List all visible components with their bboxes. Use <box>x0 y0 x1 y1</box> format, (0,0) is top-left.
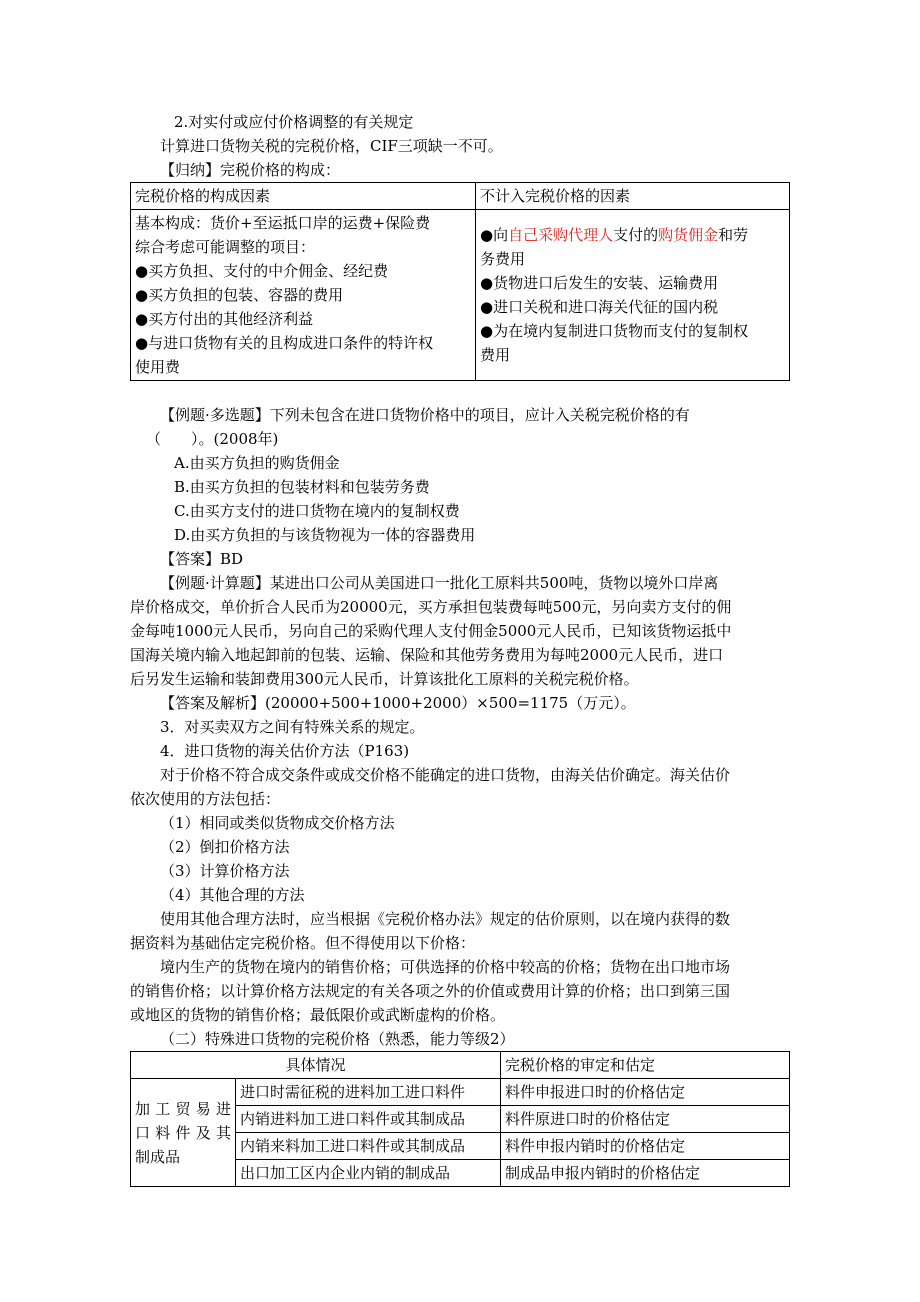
example1-option: D.由买方负担的与该货物视为一体的容器费用 <box>174 526 476 544</box>
section-2-title: 2.对实付或应付价格调整的有关规定 <box>174 113 414 131</box>
special-goods-title: （二）特殊进口货物的完税价格（熟悉，能力等级2） <box>160 1030 515 1048</box>
highlight-purchase-commission: 购货佣金 <box>658 226 719 244</box>
price-composition-table <box>130 182 790 381</box>
special-goods-table <box>130 1051 790 1187</box>
composition-bullet: ● 与进口货物有关的且构成进口条件的特许权 <box>135 331 471 355</box>
method-item: （4）其他合理的方法 <box>160 886 305 904</box>
section-3-title: 3．对买卖双方之间有特殊关系的规定。 <box>160 718 425 736</box>
method-item: （1）相同或类似货物成交价格方法 <box>160 814 395 832</box>
excluded-factors-cell <box>476 210 790 381</box>
group-label-cell <box>131 1079 236 1187</box>
example1-question-cont: （ ）。(2008年) <box>146 430 279 448</box>
group-label-line: 制成品 <box>135 1147 181 1166</box>
composition-bullet: ● 买方负担、支付的中介佣金、经纪费 <box>135 259 471 283</box>
section-2-note: 计算进口货物关税的完税价格，CIF三项缺一不可。 <box>160 137 503 155</box>
section-4-intro-cont: 依次使用的方法包括： <box>130 790 281 808</box>
forbidden-prices-text: 或地区的货物的销售价格；最低限价或武断虚构的价格。 <box>130 1006 506 1024</box>
excluded-bullet: ● 向自己采购代理人支付的购货佣金和劳 <box>480 223 785 247</box>
case-cell: 进口时需征税的进料加工进口料件 <box>236 1079 501 1106</box>
section-4-intro: 对于价格不符合成交条件或成交价格不能确定的进口货物，由海关估价确定。海关估价 <box>160 766 731 784</box>
example2-line: 岸价格成交，单价折合人民币为20000元，买方承担包装费每吨500元，另向卖方支付的佣 <box>130 598 732 616</box>
excluded-bullet: ● 货物进口后发生的安装、运输费用 <box>480 271 785 295</box>
composition-bullet: ● 买方付出的其他经济利益 <box>135 307 471 331</box>
case-cell: 出口加工区内企业内销的制成品 <box>236 1160 501 1187</box>
example2-line: 金每吨1000元人民币，另向自己的采购代理人支付佣金5000元人民币，已知该货物运抵中 <box>130 622 732 640</box>
case-cell: 内销进料加工进口料件或其制成品 <box>236 1106 501 1133</box>
method-item: （3）计算价格方法 <box>160 862 290 880</box>
example1-option: A.由买方负担的购货佣金 <box>174 454 340 472</box>
example2-line: 国海关境内输入地起卸前的包装、运输、保险和其他劳务费用为每吨2000元人民币，进口 <box>130 646 724 664</box>
table1-header-left: 完税价格的构成因素 <box>131 183 476 210</box>
example2-line: 【例题·计算题】某进出口公司从美国进口一批化工原料共500吨，货物以境外口岸离 <box>160 574 719 592</box>
composition-bullet: ● 买方负担的包装、容器的费用 <box>135 283 471 307</box>
example1-option: B.由买方负担的包装材料和包装劳务费 <box>174 478 430 496</box>
forbidden-prices-text: 境内生产的货物在境内的销售价格；可供选择的价格中较高的价格；货物在出口地市场 <box>160 958 731 976</box>
table1-header-right: 不计入完税价格的因素 <box>476 183 790 210</box>
composition-line: 基本构成：货价+至运抵口岸的运费+保险费 <box>135 214 431 232</box>
composition-line: 使用费 <box>135 358 181 376</box>
excluded-bullet: ● 进口关税和进口海关代征的国内税 <box>480 295 785 319</box>
document-page <box>130 110 790 1187</box>
highlight-purchasing-agent: 自己采购代理人 <box>508 226 614 244</box>
valuation-cell: 制成品申报内销时的价格估定 <box>501 1160 790 1187</box>
example2-answer: 【答案及解析】(20000+500+1000+2000）×500=1175（万元）。 <box>160 694 636 712</box>
valuation-cell: 料件原进口时的价格估定 <box>501 1106 790 1133</box>
other-method-text: 使用其他合理方法时，应当根据《完税价格办法》规定的估价原则，以在境内获得的数 <box>160 910 731 928</box>
composition-line: 综合考虑可能调整的项目： <box>135 238 316 256</box>
example1-answer: 【答案】BD <box>160 550 244 568</box>
forbidden-prices-text: 的销售价格；以计算价格方法规定的有关各项之外的价值或费用计算的价格；出口到第三国 <box>130 982 731 1000</box>
example1-option: C.由买方支付的进口货物在境内的复制权费 <box>174 502 460 520</box>
group-label-line: 口料件及其 <box>135 1123 231 1142</box>
summary-label: 【归纳】完税价格的构成： <box>160 161 341 179</box>
excluded-continuation: 费用 <box>480 346 511 364</box>
example1-question: 【例题·多选题】下列未包含在进口货物价格中的项目，应计入关税完税价格的有 <box>160 406 690 424</box>
section-4-title: 4．进口货物的海关估价方法（P163) <box>160 742 410 760</box>
excluded-bullet: ● 为在境内复制进口货物而支付的复制权 <box>480 319 785 343</box>
case-cell: 内销来料加工进口料件或其制成品 <box>236 1133 501 1160</box>
example2-line: 后另发生运输和装卸费用300元人民币，计算该批化工原料的关税完税价格。 <box>130 670 639 688</box>
valuation-cell: 料件申报内销时的价格估定 <box>501 1133 790 1160</box>
excluded-continuation: 务费用 <box>480 250 526 268</box>
table2-header-right: 完税价格的审定和估定 <box>501 1052 790 1079</box>
other-method-text: 据资料为基础估定完税价格。但不得使用以下价格： <box>130 934 476 952</box>
table2-header-left: 具体情况 <box>131 1052 501 1079</box>
composition-factors-cell <box>131 210 476 381</box>
group-label-line: 加工贸易进 <box>135 1099 231 1118</box>
method-item: （2）倒扣价格方法 <box>160 838 290 856</box>
valuation-cell: 料件申报进口时的价格估定 <box>501 1079 790 1106</box>
